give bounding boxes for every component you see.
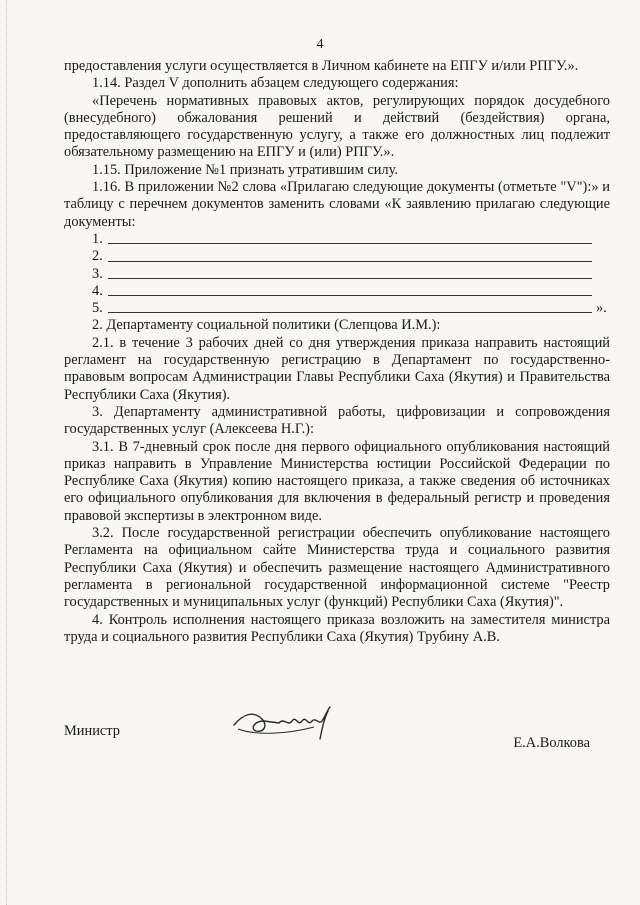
paragraph: «Перечень нормативных правовых актов, регулирующих порядок досудебного (внесудебного) обжалования решений и действий (бездействия) органа, предоставляющего государственную услугу, а также его должностных лиц подлежит обязательному размещению на ЕПГУ и (или) РПГУ.». — [64, 92, 610, 161]
blank-fill-line — [108, 312, 592, 313]
blank-list-number: 2. — [92, 248, 103, 265]
blank-list-number: 5. — [92, 300, 103, 317]
blank-list-item — [64, 300, 610, 317]
blank-list-item — [64, 231, 610, 248]
signatory-title: Министр — [64, 723, 120, 739]
blank-fill-line — [108, 278, 592, 279]
blank-list-item — [64, 283, 610, 300]
blank-list-tail: ». — [596, 300, 607, 317]
blank-list-item — [64, 248, 610, 265]
blank-list-number: 4. — [92, 282, 103, 299]
paragraph: 2. Департаменту социальной политики (Слепцова И.М.): — [92, 317, 441, 334]
paragraph: 4. Контроль исполнения настоящего приказа возложить на заместителя министра труда и социального развития Республики Саха (Якутия) Трубину А.В. — [64, 611, 610, 645]
paragraph: 2.1. в течение 3 рабочих дней со дня утверждения приказа направить настоящий регламент на государственную регистрацию в Департамент по государственно-правовым вопросам Администрации Главы Республики Саха (Якутия) и Правительства Республики Саха (Якутия). — [64, 334, 610, 403]
signature-block — [64, 705, 610, 765]
page-number: 4 — [316, 37, 324, 52]
paragraph: 1.14. Раздел V дополнить абзацем следующего содержания: — [92, 75, 459, 92]
blank-fill-line — [108, 243, 592, 244]
paragraph: предоставления услуги осуществляется в Личном кабинете на ЕПГУ и/или РПГУ.». — [64, 58, 579, 74]
handwritten-signature — [224, 705, 344, 745]
blank-fill-line — [108, 261, 592, 262]
blank-list-item — [64, 266, 610, 283]
blank-list-number: 3. — [92, 265, 103, 282]
paragraph: 3.1. В 7-дневный срок после дня первого официального опубликования настоящий приказ направить в Управление Министерства юстиции Российской Федерации по Республике Саха (Якутия) копию настоящего приказа, а также сведения об источниках его официального опубликования для включения в федеральный регистр и проведения правовой экспертизы в электронном виде. — [64, 438, 610, 524]
paragraph: 1.15. Приложение №1 признать утратившим силу. — [92, 161, 398, 178]
blank-list-number: 1. — [92, 230, 103, 247]
paragraph: 1.16. В приложении №2 слова «Прилагаю следующие документы (отметьте "V"):» и таблицу с перечнем документов заменить словами «К заявлению прилагаю следующие документы: — [64, 179, 610, 230]
scan-edge — [6, 0, 9, 905]
blank-fill-line — [108, 295, 592, 296]
document-body — [64, 58, 610, 646]
paragraph: 3.2. После государственной регистрации обеспечить опубликование настоящего Регламента на официальном сайте Министерства труда и социального развития Республики Саха (Якутия) и обеспечить размещение настоящего Административного регламента в региональной государственной информационной системе "Реестр государственных и муниципальных услуг (функций) Республики Саха (Якутия)". — [64, 525, 610, 611]
paragraph: 3. Департаменту административной работы, цифровизации и сопровождения государственных услуг (Алексеева Н.Г.): — [64, 403, 610, 438]
signatory-name: Е.А.Волкова — [513, 735, 590, 751]
